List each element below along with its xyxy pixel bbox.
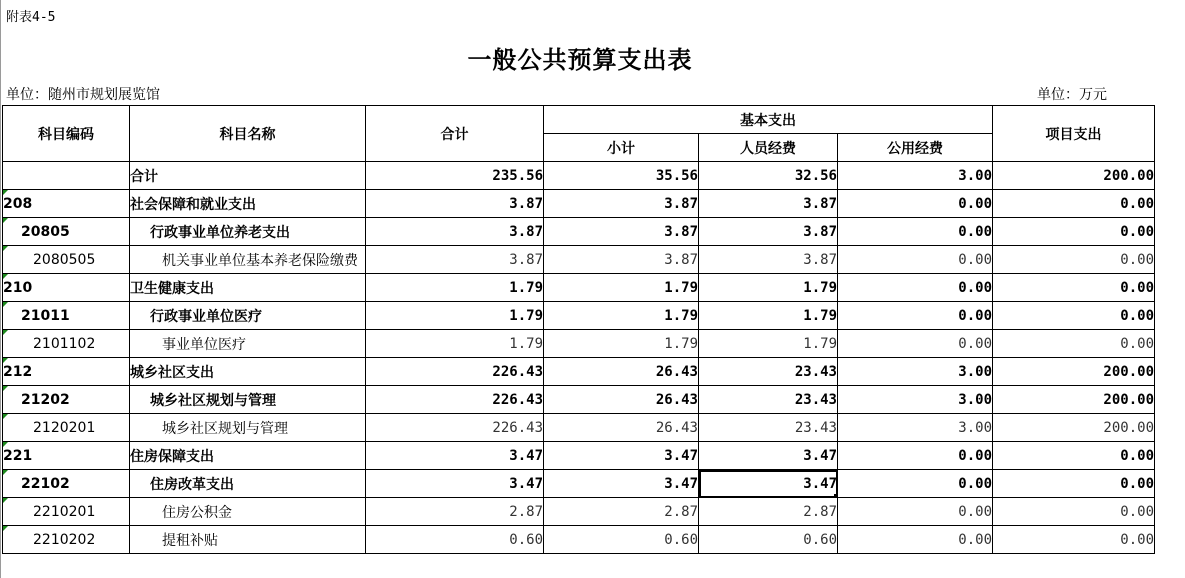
cell-total[interactable]: 1.79 (366, 330, 544, 358)
cell-name[interactable]: 机关事业单位基本养老保险缴费 (130, 246, 366, 274)
cell-name[interactable]: 城乡社区规划与管理 (130, 386, 366, 414)
cell-public[interactable]: 0.00 (838, 218, 993, 246)
cell-project[interactable]: 200.00 (993, 358, 1155, 386)
cell-project[interactable]: 0.00 (993, 246, 1155, 274)
code-text: 2210201 (33, 503, 96, 520)
code-text: 2210202 (33, 531, 96, 548)
cell-public[interactable]: 0.00 (838, 526, 993, 554)
code-text: 20805 (21, 223, 70, 240)
cell-project[interactable]: 0.00 (993, 442, 1155, 470)
text-number-indicator-icon (3, 358, 8, 363)
code-text: 2080505 (33, 251, 96, 268)
cell-project[interactable]: 0.00 (993, 218, 1155, 246)
cell-public[interactable]: 3.00 (838, 162, 993, 190)
cell-code[interactable] (3, 330, 130, 358)
cell-total[interactable]: 3.87 (366, 190, 544, 218)
cell-code[interactable] (3, 358, 130, 386)
cell-total[interactable]: 3.87 (366, 246, 544, 274)
cell-subtotal[interactable]: 1.79 (544, 330, 699, 358)
cell-personnel[interactable]: 23.43 (699, 358, 838, 386)
cell-project[interactable]: 0.00 (993, 190, 1155, 218)
cell-subtotal[interactable]: 1.79 (544, 302, 699, 330)
text-number-indicator-icon (3, 302, 8, 307)
code-text: 212 (3, 363, 33, 380)
cell-public[interactable]: 0.00 (838, 470, 993, 498)
text-number-indicator-icon (3, 190, 8, 195)
cell-code[interactable] (3, 218, 130, 246)
cell-code[interactable] (3, 302, 130, 330)
table-row (3, 414, 1155, 442)
cell-personnel[interactable]: 1.79 (699, 330, 838, 358)
code-text: 2101102 (33, 335, 96, 352)
cell-name[interactable]: 行政事业单位养老支出 (130, 218, 366, 246)
cell-name[interactable]: 社会保障和就业支出 (130, 190, 366, 218)
text-number-indicator-icon (3, 330, 8, 335)
cell-name[interactable]: 提租补贴 (130, 526, 366, 554)
cell-code[interactable] (3, 526, 130, 554)
table-row (3, 274, 1155, 302)
cell-name[interactable]: 城乡社区支出 (130, 358, 366, 386)
cell-public[interactable]: 0.00 (838, 190, 993, 218)
cell-public[interactable]: 0.00 (838, 498, 993, 526)
cell-subtotal[interactable]: 3.87 (544, 218, 699, 246)
cell-subtotal[interactable]: 26.43 (544, 386, 699, 414)
cell-subtotal[interactable]: 26.43 (544, 358, 699, 386)
cell-total[interactable]: 1.79 (366, 274, 544, 302)
cell-total[interactable]: 226.43 (366, 414, 544, 442)
header-personnel[interactable]: 人员经费 (699, 134, 838, 162)
header-public[interactable]: 公用经费 (838, 134, 993, 162)
cell-name[interactable]: 住房公积金 (130, 498, 366, 526)
cell-subtotal[interactable]: 35.56 (544, 162, 699, 190)
selection-fill-handle[interactable] (834, 494, 838, 498)
header-total[interactable]: 合计 (366, 106, 544, 162)
cell-total[interactable]: 0.60 (366, 526, 544, 554)
cell-subtotal[interactable]: 3.47 (544, 470, 699, 498)
cell-public[interactable]: 0.00 (838, 302, 993, 330)
cell-total[interactable]: 3.47 (366, 442, 544, 470)
table-row (3, 162, 1155, 190)
cell-project[interactable]: 0.00 (993, 274, 1155, 302)
cell-public[interactable]: 0.00 (838, 442, 993, 470)
cell-project[interactable]: 0.00 (993, 526, 1155, 554)
cell-personnel[interactable]: 3.87 (699, 246, 838, 274)
header-project[interactable]: 项目支出 (993, 106, 1155, 162)
cell-subtotal[interactable]: 3.87 (544, 190, 699, 218)
cell-personnel[interactable]: 23.43 (699, 386, 838, 414)
cell-code[interactable] (3, 162, 130, 190)
cell-code[interactable] (3, 246, 130, 274)
text-number-indicator-icon (3, 498, 8, 503)
cell-subtotal[interactable]: 1.79 (544, 274, 699, 302)
cell-project[interactable]: 200.00 (993, 386, 1155, 414)
cell-project[interactable]: 0.00 (993, 330, 1155, 358)
cell-name[interactable]: 合计 (130, 162, 366, 190)
table-row (3, 498, 1155, 526)
text-number-indicator-icon (3, 470, 8, 475)
unit-right: 单位：万元 (1037, 87, 1107, 103)
cell-name[interactable]: 事业单位医疗 (130, 330, 366, 358)
cell-code[interactable] (3, 414, 130, 442)
cell-code[interactable] (3, 498, 130, 526)
cell-code[interactable] (3, 190, 130, 218)
cell-name[interactable]: 住房保障支出 (130, 442, 366, 470)
code-text: 21202 (21, 391, 70, 408)
cell-project[interactable]: 0.00 (993, 498, 1155, 526)
cell-project[interactable]: 0.00 (993, 470, 1155, 498)
cell-personnel[interactable]: 1.79 (699, 302, 838, 330)
cell-personnel[interactable]: 3.47 (699, 442, 838, 470)
cell-subtotal[interactable]: 0.60 (544, 526, 699, 554)
cell-personnel[interactable]: 2.87 (699, 498, 838, 526)
cell-public[interactable]: 3.00 (838, 386, 993, 414)
text-number-indicator-icon (3, 414, 8, 419)
appendix-label: 附表4-5 (6, 10, 56, 25)
cell-name[interactable]: 城乡社区规划与管理 (130, 414, 366, 442)
page-title: 一般公共预算支出表 (467, 45, 693, 74)
header-basic[interactable]: 基本支出 (544, 106, 993, 134)
cell-total[interactable]: 3.87 (366, 218, 544, 246)
cell-personnel[interactable]: 0.60 (699, 526, 838, 554)
cell-subtotal[interactable]: 2.87 (544, 498, 699, 526)
cell-personnel[interactable]: 3.47 (699, 470, 838, 498)
table-row (3, 246, 1155, 274)
cell-subtotal[interactable]: 3.87 (544, 246, 699, 274)
header-subtotal[interactable]: 小计 (544, 134, 699, 162)
table-row (3, 190, 1155, 218)
cell-total[interactable]: 2.87 (366, 498, 544, 526)
cell-project[interactable]: 0.00 (993, 302, 1155, 330)
cell-code[interactable] (3, 274, 130, 302)
cell-code[interactable] (3, 386, 130, 414)
table-row (3, 442, 1155, 470)
cell-personnel[interactable]: 3.87 (699, 190, 838, 218)
cell-name[interactable]: 住房改革支出 (130, 470, 366, 498)
table-row (3, 302, 1155, 330)
cell-total[interactable]: 226.43 (366, 386, 544, 414)
code-text: 210 (3, 279, 33, 296)
table-row (3, 526, 1155, 554)
cell-personnel[interactable]: 23.43 (699, 414, 838, 442)
cell-public[interactable]: 0.00 (838, 274, 993, 302)
table-row (3, 218, 1155, 246)
sheet-left-border (0, 0, 1, 578)
cell-subtotal[interactable]: 26.43 (544, 414, 699, 442)
table-row (3, 358, 1155, 386)
cell-personnel[interactable]: 3.87 (699, 218, 838, 246)
text-number-indicator-icon (3, 442, 8, 447)
code-text: 2120201 (33, 419, 96, 436)
cell-name[interactable]: 行政事业单位医疗 (130, 302, 366, 330)
cell-project[interactable]: 200.00 (993, 414, 1155, 442)
table-row (3, 386, 1155, 414)
expenditure-table (2, 105, 1155, 554)
text-number-indicator-icon (3, 246, 8, 251)
table-row (3, 330, 1155, 358)
table-row (3, 470, 1155, 498)
cell-total[interactable]: 235.56 (366, 162, 544, 190)
cell-public[interactable]: 0.00 (838, 246, 993, 274)
cell-public[interactable]: 0.00 (838, 330, 993, 358)
header-name[interactable]: 科目名称 (130, 106, 366, 162)
cell-code[interactable] (3, 442, 130, 470)
cell-name[interactable]: 卫生健康支出 (130, 274, 366, 302)
code-text: 21011 (21, 307, 70, 324)
text-number-indicator-icon (3, 386, 8, 391)
code-text: 22102 (21, 475, 70, 492)
text-number-indicator-icon (3, 218, 8, 223)
unit-left: 单位：随州市规划展览馆 (6, 87, 160, 103)
text-number-indicator-icon (3, 526, 8, 531)
text-number-indicator-icon (3, 274, 8, 279)
code-text: 208 (3, 195, 33, 212)
cell-project[interactable]: 200.00 (993, 162, 1155, 190)
code-text: 221 (3, 447, 33, 464)
cell-total[interactable]: 226.43 (366, 358, 544, 386)
cell-total[interactable]: 3.47 (366, 470, 544, 498)
cell-code[interactable] (3, 470, 130, 498)
cell-total[interactable]: 1.79 (366, 302, 544, 330)
cell-personnel[interactable]: 1.79 (699, 274, 838, 302)
cell-public[interactable]: 3.00 (838, 414, 993, 442)
cell-public[interactable]: 3.00 (838, 358, 993, 386)
header-code[interactable]: 科目编码 (3, 106, 130, 162)
cell-subtotal[interactable]: 3.47 (544, 442, 699, 470)
cell-personnel[interactable]: 32.56 (699, 162, 838, 190)
